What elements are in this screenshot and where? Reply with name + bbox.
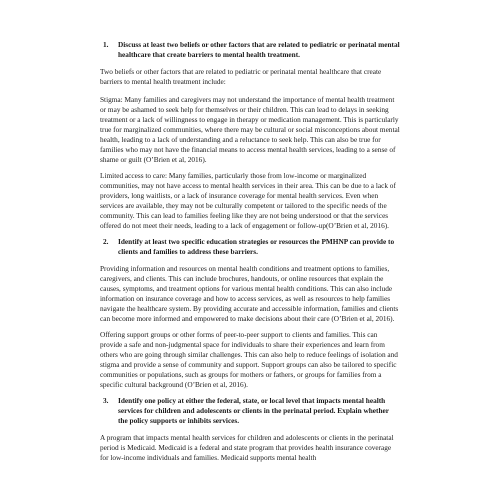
question-number: 2. [103,237,109,246]
access-paragraph: Limited access to care: Many families, particularly those from low-income or marginalized communities, may not have access to mental health services in their area. This can be due to a lack of providers, long waitlists, or a lack of insurance coverage for mental health services. Even when services are available, they may not be culturally competent or tailored to the specific needs of the community. This can lead to families feeling like they are not being understood or that the services offered do not meet their needs, leading to a lack of engagement or follow-up(O’Brien et al, 2016). [100,171,396,230]
policy-paragraph: A program that impacts mental health services for children and adolescents or clients in the perinatal period is Medicaid. Medicaid is a federal and state program that provides health insurance coverage for low-income individuals and families. Medicaid supports mental health [100,433,394,462]
intro-paragraph: Two beliefs or other factors that are related to pediatric or perinatal mental healthcare that create barriers to mental health treatment include: [100,67,382,86]
question-number: 1. [103,40,109,49]
question-1 [100,40,400,60]
question-text: Identify at least two specific education strategies or resources the PMHNP can provide to clients and families to address these barriers. [118,237,395,256]
question-number: 3. [103,396,109,405]
question-text: Identify one policy at either the federal, state, or local level that impacts mental health services for children and adolescents or clients in the perinatal period. Explain whether the policy supports or inhibits services. [118,396,389,425]
support-paragraph: Offering support groups or other forms of peer-to-peer support to clients and families. This can provide a safe and non-judgmental space for individuals to share their experiences and learn from others who are going through similar challenges. This can also help to reduce feelings of isolation and stigma and provide a sense of community and support. Support groups can also be tailored to specific communities or populations, such as groups for mothers or fathers, or groups for families from a specific cultural background (O’Brien et al, 2016). [100,330,398,389]
question-text: Discuss at least two beliefs or other factors that are related to pediatric or perinatal mental healthcare that create barriers to mental health treatment. [118,40,400,59]
question-2 [100,237,400,257]
resources-paragraph: Providing information and resources on mental health conditions and treatment options to families, caregivers, and clients. This can include brochures, handouts, or online resources that explain the causes, symptoms, and treatment options for various mental health conditions. This can also include information on insurance coverage and how to access services, as well as resources to help families navigate the healthcare system. By providing accurate and accessible information, families and clients can become more informed and empowered to make decisions about their care (O’Brien et al, 2016). [100,264,399,323]
question-3 [100,396,400,426]
stigma-paragraph: Stigma: Many families and caregivers may not understand the importance of mental health treatment or may be ashamed to seek help for themselves or their children. This can lead to delays in seeking treatment or a lack of willingness to engage in therapy or medication management. This is particularly true for marginalized communities, where there may be cultural or social misconceptions about mental health, leading to a lack of understanding and a reluctance to seek help. This can also be true for families who may not have the financial means to access mental health services, leading to a sense of shame or guilt (O’Brien et al, 2016). [100,95,400,164]
